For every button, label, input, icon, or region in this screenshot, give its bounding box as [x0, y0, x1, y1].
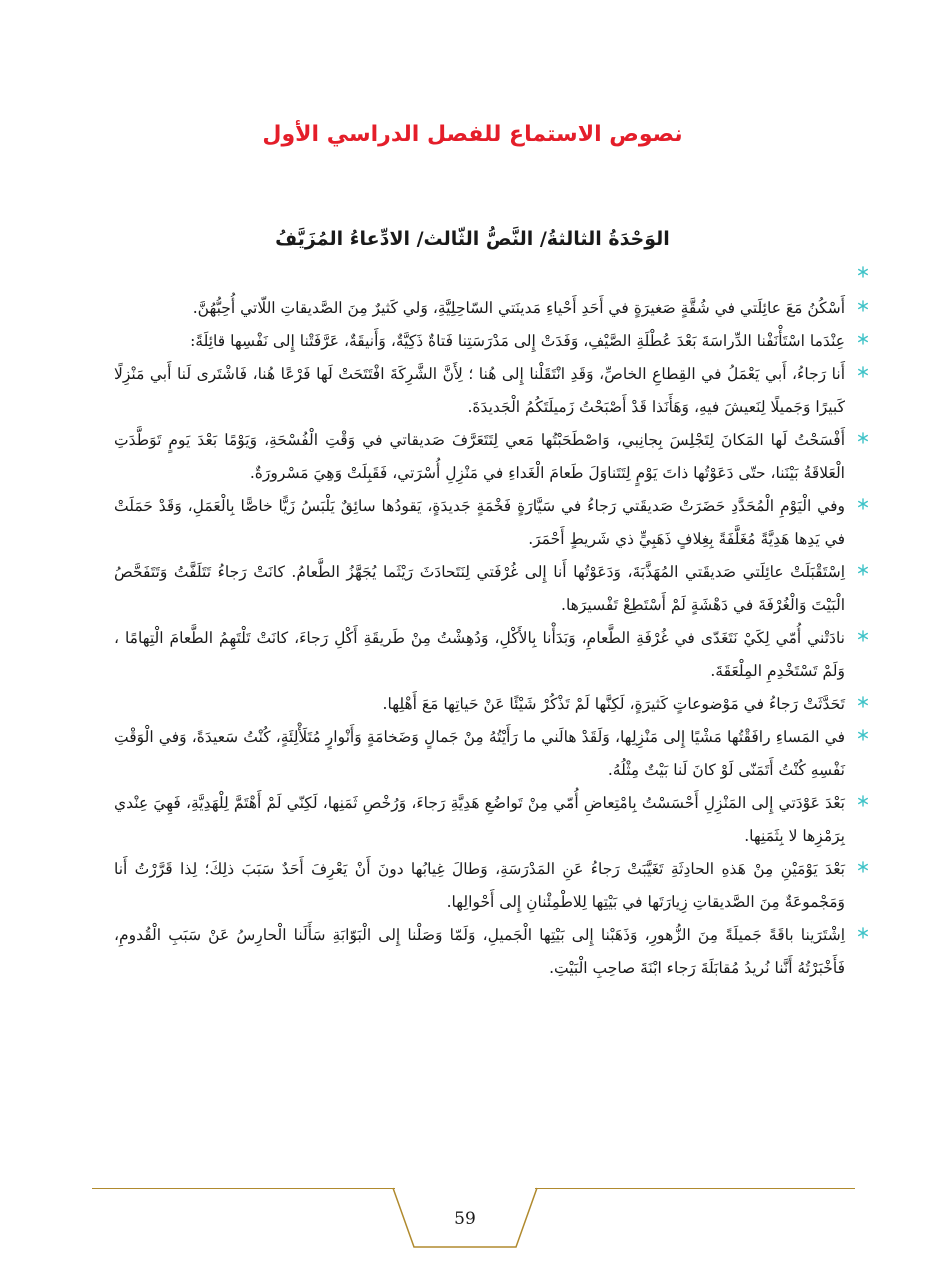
- snowflake-bullet-icon: [857, 300, 869, 312]
- snowflake-bullet-icon: [857, 498, 869, 510]
- paragraph: [114, 490, 849, 556]
- paragraph: [114, 292, 849, 325]
- snowflake-bullet-icon: [857, 333, 869, 345]
- paragraph-text: نادَتْني أُمّي لِكَيْ نَتَغَدّى في غُرْفَةِ الطَّعامِ، وَبَدَأْنا بِالأَكْلِ، وَدُهِشْتُ مِنْ طَريقَةِ أَكْلِ رَجاءَ، كانَتْ تَلْتَهِمُ الطَّعامَ الْتِهامًا ، وَلَمْ تَسْتَخْدِمِ المِلْعَقَةَ.: [114, 629, 845, 680]
- paragraph-text: بَعْدَ عَوْدَتي إِلى المَنْزِلِ أَحْسَسْتُ بِامْتِعاضِ أُمّي مِنْ تَواضُعِ هَدِيَّةِ رَجاءَ، وَرُخْصِ ثَمَنِها، لَكِنّي لَمْ أَهْتَمَّ لِلْهَدِيَّةِ، فَهِيَ عِنْدي بِرَمْزِها لا بِثَمَنِها.: [114, 794, 845, 845]
- paragraph-text: اِسْتَقْبَلَتْ عائِلَتي صَديقَتي المُهَذَّبَةَ، وَدَعَوْتُها أَنا إِلى غُرْفَتي لِنَتَحادَثَ رَيْثَما يُجَهَّزُ الطَّعامُ. كانَتْ رَجاءُ تَتَلَفَّتُ وَتَتَفَحَّصُ الْبَيْتَ وَالْغُرْفَةَ في دَهْشَةٍ لَمْ أَسْتَطِعْ تَفْسيرَها.: [114, 563, 845, 614]
- paragraph: [114, 787, 849, 853]
- snowflake-bullet-icon: [857, 630, 869, 642]
- section-title: الوَحْدَةُ الثالثةُ/ النَّصُّ الثّالث/ الادِّعاءُ المُزَيَّفُ: [275, 228, 670, 250]
- paragraph-text: تَحَدَّثَتْ رَجاءُ في مَوْضوعاتٍ كَثيرَةٍ، لَكِنَّها لَمْ تَذْكُرْ شَيْئًا عَنْ حَياتِها مَعَ أَهْلِها.: [382, 695, 845, 713]
- paragraph-text: أَفْسَحْتُ لَها المَكانَ لِتَجْلِسَ بِجانِبي، وَاصْطَحَبْتُها مَعي لِتَتَعَرَّفَ صَديقاتي في وَقْتِ الْفُسْحَةِ، وَيَوْمًا بَعْدَ يَومٍ تَوَطَّدَتِ الْعَلاقَةُ بَيْنَنا، حتّى دَعَوْتُها ذاتَ يَوْمٍ لِتَتَناوَلَ طَعامَ الْغَداءِ في مَنْزِلِ أُسْرَتي، فَقَبِلَتْ وَهِيَ مَسْرورَةٌ.: [114, 431, 845, 482]
- paragraph: [114, 688, 849, 721]
- snowflake-bullet-icon: [857, 564, 869, 576]
- paragraph: [114, 919, 849, 985]
- paragraph-text: في المَساءِ رافَقْتُها مَشْيًا إِلى مَنْزِلِها، وَلَقَدْ هالَني ما رَأَيْتُهُ مِنْ جَمالٍ وَضَخامَةٍ وَأَنْوارٍ مُتَلَأْلِئَةٍ، كُنْتُ سَعيدَةً، وَفي الْوَقْتِ نَفْسِهِ كُنْتُ أَتَمَنّى لَوْ كانَ لَنا بَيْتٌ مِثْلُهُ.: [114, 728, 845, 779]
- page-title: نصوص الاستماع للفصل الدراسي الأول: [262, 122, 683, 147]
- paragraph-text: وفي الْيَوْمِ الْمُحَدَّدِ حَضَرَتْ صَديقَتي رَجاءُ في سَيَّارَةٍ فَخْمَةٍ جَديدَةٍ، يَقودُها سائِقٌ يَلْبَسُ زَيًّا خاصًّا بِالْعَمَلِ، وَقَدْ حَمَلَتْ في يَدِها هَدِيَّةً مُغَلَّفَةً بِغِلافٍ ذَهَبِيٍّ ذي شَريطٍ أَحْمَرَ.: [114, 497, 845, 548]
- snowflake-bullet-icon: [857, 729, 869, 741]
- paragraph: [114, 721, 849, 787]
- paragraph: [114, 424, 849, 490]
- empty-list-item: [114, 258, 849, 292]
- snowflake-bullet-icon: [857, 861, 869, 873]
- snowflake-bullet-icon: [857, 366, 869, 378]
- paragraph-text: عِنْدَما اسْتَأْنَفْنا الدِّراسَةَ بَعْدَ عُطْلَةِ الصَّيْفِ، وَفَدَتْ إِلى مَدْرَسَتِنا فَتاةٌ ذَكِيَّةٌ، وَأَنيقَةٌ، عَرَّفَتْنا إِلى نَفْسِها قائِلَةً:: [190, 332, 845, 350]
- paragraph: [114, 853, 849, 919]
- paragraph: [114, 358, 849, 424]
- snowflake-bullet-icon: [857, 795, 869, 807]
- paragraph-text: أَنا رَجاءُ، أَبي يَعْمَلُ في القِطاعِ الخاصِّ، وَقَدِ انْتَقَلْنا إِلى هُنا ؛ لِأَنَّ الشَّرِكَةَ افْتَتَحَتْ لَها فَرْعًا هُنا، فَاشْتَرى لَنا أَبي مَنْزِلًا كَبيرًا وَجَميلًا لِنَعيشَ فيهِ، وَهَأَنَذا قَدْ أَصْبَحْتُ زَميلَتَكُمُ الْجَديدَةَ.: [114, 365, 845, 416]
- snowflake-bullet-icon: [857, 266, 869, 278]
- paragraph-text: بَعْدَ يَوْمَيْنِ مِنْ هَذهِ الحادِثَةِ تَغَيَّبَتْ رَجاءُ عَنِ المَدْرَسَةِ، وَطالَ غِيابُها دونَ أَنْ يَعْرِفَ أَحَدٌ سَبَبَ ذلِكَ؛ لِذا قَرَّرْتُ أَنا وَمَجْموعَةٌ مِنَ الصَّديقاتِ زِيارَتَها في بَيْتِها لِلاطْمِئْنانِ إِلى أَحْوالِها.: [114, 860, 845, 911]
- paragraph: [114, 325, 849, 358]
- paragraph: [114, 622, 849, 688]
- footer-rule-left: [92, 1188, 395, 1189]
- paragraph: [114, 556, 849, 622]
- page-number: 59: [454, 1209, 476, 1229]
- snowflake-bullet-icon: [857, 927, 869, 939]
- snowflake-bullet-icon: [857, 696, 869, 708]
- listening-text-body: [114, 258, 849, 985]
- snowflake-bullet-icon: [857, 432, 869, 444]
- paragraph-text: اِشْتَرَينا باقَةً جَميلَةً مِنَ الزُّهورِ، وَذَهَبْنا إِلى بَيْتِها الْجَميلِ، وَلَمّا وَصَلْنا إِلى الْبَوّابَةِ سَأَلَنا الْحارِسُ عَنْ سَبَبِ الْقُدومِ، فَأَخْبَرْتُهُ أَنَّنا نُريدُ مُقابَلَةَ رَجاء ابْنَةَ صاحِبِ الْبَيْتِ.: [114, 926, 845, 977]
- footer-rule-right: [535, 1188, 855, 1189]
- paragraph-text: أَسْكُنُ مَعَ عائِلَتي في شُقَّةٍ صَغيرَةٍ في أَحَدِ أَحْياءِ مَدينَتي السّاحِلِيَّةِ، وَلي كَثيرٌ مِنَ الصَّديقاتِ اللّاتي أُحِبُّهُنَّ.: [192, 299, 845, 317]
